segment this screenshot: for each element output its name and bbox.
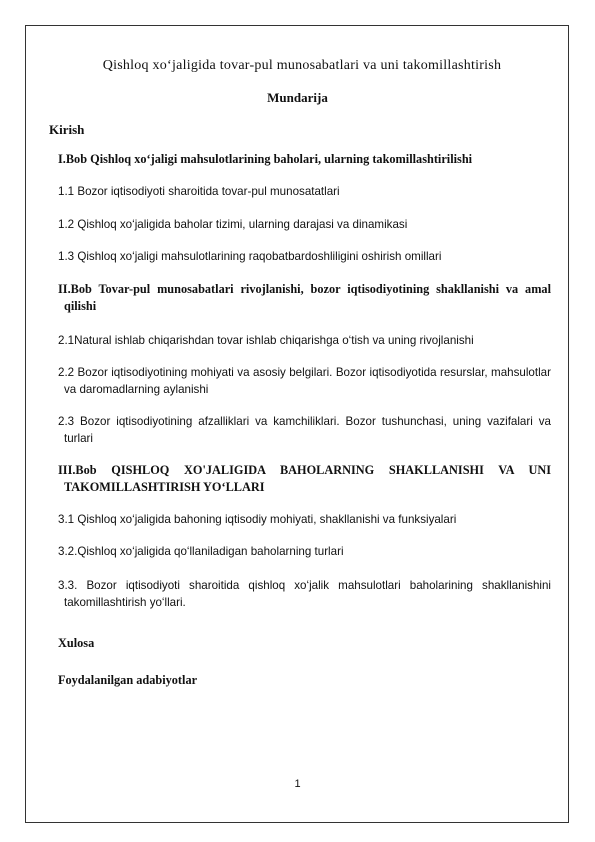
toc-entry-references: Foydalanilgan adabiyotlar — [58, 673, 198, 687]
toc-entry-1-2: 1.2 Qishloq xo‘jaligida baholar tizimi, ularning darajasi va dinamikasi — [58, 218, 408, 231]
page-number: 1 — [294, 778, 301, 790]
toc-intro: Kirish — [49, 122, 85, 137]
toc-entry-3-3: 3.3. Bozor iqtisodiyoti sharoitida qishloq xo‘jalik mahsulotlari baholarining shakllanishini takomillashtirish yo‘llari. — [58, 579, 551, 609]
document-title: Qishloq xo‘jaligida tovar-pul munosabatlari va uni takomillashtirish — [102, 58, 502, 73]
toc-entry-chapter-2: II.Bob Tovar-pul munosabatlari rivojlanishi, bozor iqtisodiyotining shakllanishi va amal qilishi — [58, 282, 551, 313]
contents-heading: Mundarija — [267, 90, 328, 105]
toc-entry-2-3: 2.3 Bozor iqtisodiyotining afzalliklari va kamchiliklari. Bozor tushunchasi, uning vazifalari va turlari — [58, 415, 551, 445]
toc-entry-2-2: 2.2 Bozor iqtisodiyotining mohiyati va asosiy belgilari. Bozor iqtisodiyotida resurslar, mahsulotlar va daromadlarning aylanishi — [58, 366, 551, 396]
toc-entry-2-1: 2.1Natural ishlab chiqarishdan tovar ishlab chiqarishga o‘tish va uning rivojlanishi — [58, 334, 474, 347]
toc-entry-conclusion: Xulosa — [58, 636, 95, 650]
toc-entry-3-1: 3.1 Qishloq xo‘jaligida bahoning iqtisodiy mohiyati, shakllanishi va funksiyalari — [58, 513, 457, 526]
toc-entry-3-2: 3.2.Qishloq xo‘jaligida qo‘llaniladigan baholarning turlari — [58, 545, 344, 558]
toc-entry-chapter-3: III.Bob QISHLOQ XO'JALIGIDA BAHOLARNING SHAKLLANISHI VA UNI TAKOMILLASHTIRISH YO‘LLARI — [58, 463, 551, 494]
toc-entry-chapter-1: I.Bob Qishloq xo‘jaligi mahsulotlarining baholari, ularning takomillashtirilishi — [58, 152, 473, 166]
toc-entry-1-3: 1.3 Qishloq xo‘jaligi mahsulotlarining raqobatbardoshliligini oshirish omillari — [58, 250, 442, 263]
toc-entry-1-1: 1.1 Bozor iqtisodiyoti sharoitida tovar-pul munosatatlari — [58, 185, 340, 198]
